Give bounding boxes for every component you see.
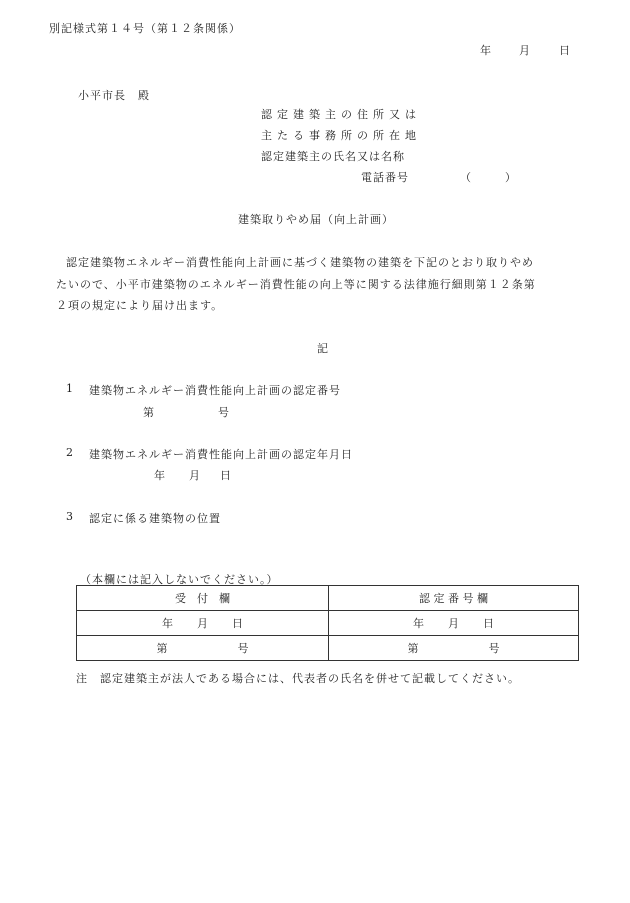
applicant-name-label: 認定建築主の氏名又は名称 <box>261 150 405 163</box>
item-2-day: 日 <box>220 469 231 482</box>
body-line-1: 認定建築物エネルギー消費性能向上計画に基づく建築物の建築を下記のとおり取りやめ <box>66 256 534 269</box>
reception-number-cell <box>77 636 329 661</box>
item-2-year: 年 <box>154 469 165 482</box>
footnote: 注 認定建築主が法人である場合には、代表者の氏名を併せて記載してください。 <box>76 672 520 685</box>
date-day-label: 日 <box>559 44 570 57</box>
item-1-number: 1 <box>66 382 73 395</box>
ki-heading: 記 <box>317 342 328 355</box>
applicant-office-label: 主たる事務所の所在地 <box>261 129 421 142</box>
item-3-label: 認定に係る建築物の位置 <box>89 512 221 525</box>
cert-date-cell <box>329 611 579 636</box>
body-line-2: たいので、小平市建築物のエネルギー消費性能の向上等に関する法律施行細則第１２条第 <box>56 278 536 291</box>
cert-go: 号 <box>488 642 500 655</box>
document-title: 建築取りやめ届（向上計画） <box>238 213 394 226</box>
reception-day: 日 <box>232 617 243 630</box>
phone-paren-close: ） <box>505 171 516 184</box>
cert-month: 月 <box>448 617 459 630</box>
cert-number-cell <box>329 636 579 661</box>
reception-column-header <box>77 586 329 611</box>
reception-date-cell <box>77 611 329 636</box>
office-use-table <box>76 585 579 661</box>
item-3-number: 3 <box>66 510 73 523</box>
reception-year: 年 <box>162 617 173 630</box>
item-1-dai: 第 <box>143 406 154 419</box>
table-row <box>77 586 579 611</box>
office-table-caption: （本欄には記入しないでください。） <box>80 573 279 586</box>
item-2-number: 2 <box>66 446 73 459</box>
table-row <box>77 636 579 661</box>
table-row <box>77 611 579 636</box>
cert-number-column-header <box>329 586 579 611</box>
cert-dai: 第 <box>407 642 419 655</box>
cert-year: 年 <box>413 617 424 630</box>
phone-paren-open: （ <box>460 171 471 184</box>
addressee: 小平市長 殿 <box>78 89 150 102</box>
cert-day: 日 <box>483 617 494 630</box>
reception-month: 月 <box>197 617 208 630</box>
item-1-go: 号 <box>218 406 229 419</box>
reception-header-text: 受 付 欄 <box>175 592 230 605</box>
reception-go: 号 <box>237 642 249 655</box>
phone-label: 電話番号 <box>361 171 409 184</box>
body-line-3: ２項の規定により届け出ます。 <box>56 299 224 312</box>
cert-number-header-text: 認 定 番 号 欄 <box>419 592 488 605</box>
applicant-address-label: 認定建築主の住所又は <box>261 108 421 121</box>
item-2-label: 建築物エネルギー消費性能向上計画の認定年月日 <box>89 448 353 461</box>
item-1-label: 建築物エネルギー消費性能向上計画の認定番号 <box>89 384 341 397</box>
item-2-month: 月 <box>189 469 200 482</box>
date-year-label: 年 <box>480 44 491 57</box>
date-month-label: 月 <box>519 44 530 57</box>
form-number: 別記様式第１４号（第１２条関係） <box>49 22 241 35</box>
reception-dai: 第 <box>156 642 168 655</box>
